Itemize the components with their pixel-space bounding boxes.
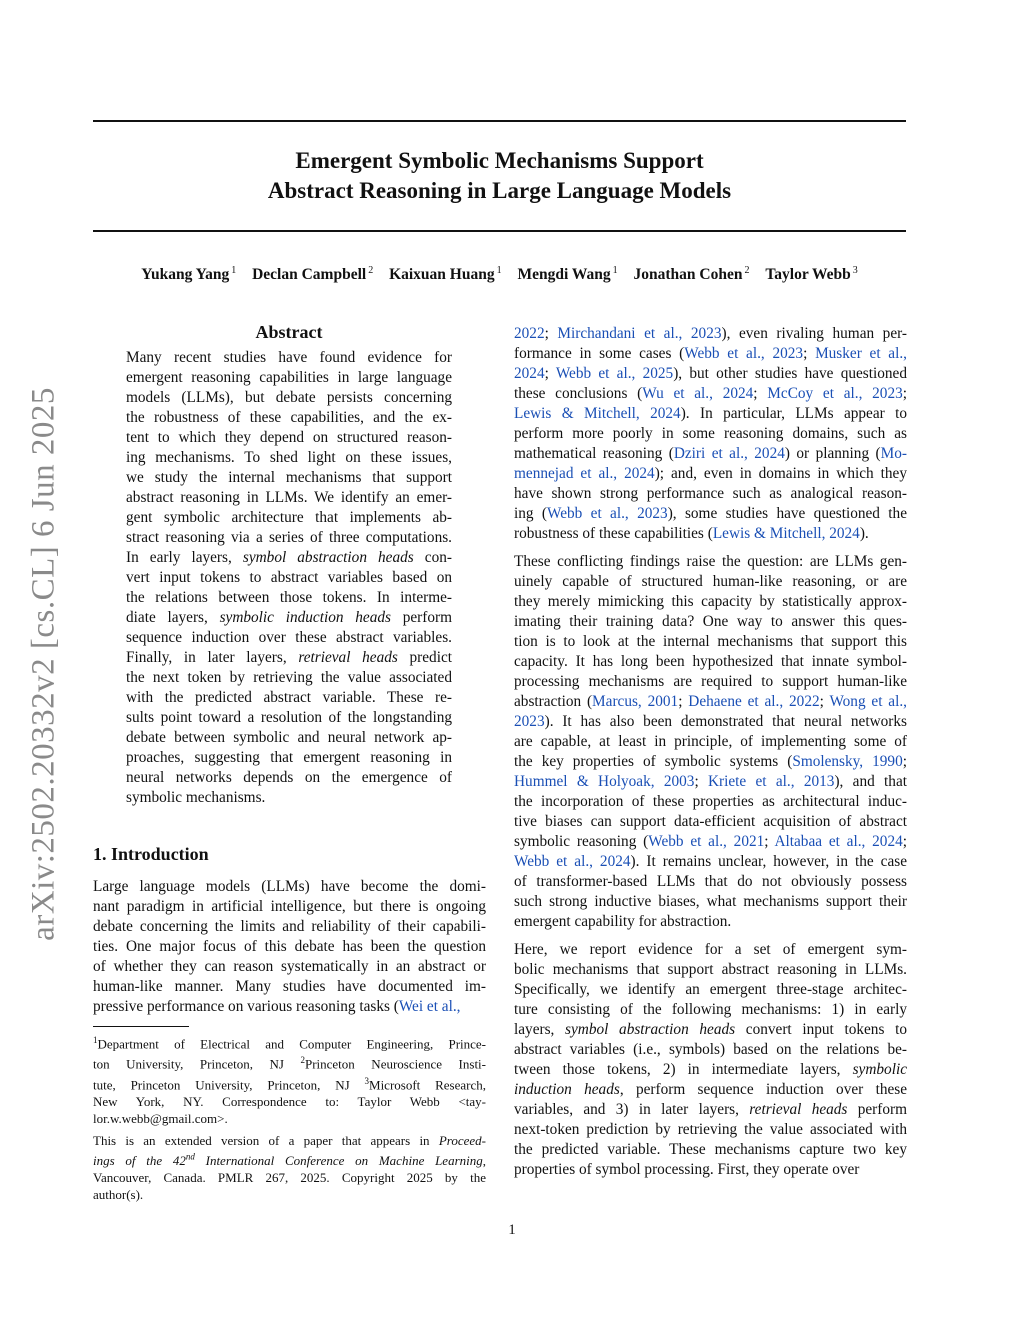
text-line: emergent capability for abstraction. [514, 913, 732, 930]
text-line: human-like manner. Many studies have documented im- [93, 978, 486, 995]
text-line: the predicted variable. These mechanisms capture two key [514, 1141, 907, 1158]
text-line: stract reasoning via a series of three computations. [126, 529, 452, 546]
title-line-1: Emergent Symbolic Mechanisms Support [295, 148, 704, 173]
text-line: ture consisting of the following mechanisms: 1) in early [514, 1001, 907, 1018]
page-number: 1 [508, 1222, 516, 1238]
text-line: the key properties of symbolic systems (Smolensky, 1990; [514, 753, 907, 770]
text-line: processing mechanisms are required to support human-like [514, 673, 907, 690]
introduction-heading: 1. Introduction [93, 844, 209, 864]
text-line: gent symbolic architecture that implements ab- [126, 509, 452, 526]
text-line: are capable, at least in principle, of implementing some of [514, 733, 907, 750]
text-line: robustness of these capabilities (Lewis & Mitchell, 2024). [514, 525, 869, 542]
text-line: bolic mechanisms that support abstract reasoning in LLMs. [514, 961, 907, 978]
text-line: of transformer-based LLMs that do not obviously possess [514, 873, 907, 890]
title-line-2: Abstract Reasoning in Large Language Models [267, 178, 732, 203]
text-line: such strong inductive biases, what mechanisms support their [514, 893, 907, 910]
text-line: tion is to look at the internal mechanisms that support this [514, 633, 907, 650]
text-line: abstraction (Marcus, 2001; Dehaene et al., 2022; Wong et al., [514, 693, 907, 710]
text-line: Large language models (LLMs) have become the domi- [93, 878, 486, 895]
author: Taylor Webb $^3$ [765, 265, 858, 284]
abstract-section [126, 322, 452, 808]
text-line: diate layers, symbolic induction heads perform [126, 609, 452, 626]
abstract-heading: Abstract [255, 322, 323, 342]
text-line: New York, NY. Correspondence to: Taylor Webb <tay- [93, 1093, 486, 1109]
text-line: abstract reasoning in LLMs. We identify an emer- [126, 489, 452, 506]
author: Yukang Yang $^1$ [141, 265, 237, 284]
title-bottom-rule [93, 230, 906, 232]
text-line: Hummel & Holyoak, 2003; Kriete et al., 2013), and that [514, 773, 907, 790]
right-column-text [514, 324, 907, 1180]
text-line: the relations between those tokens. In interme- [126, 589, 452, 606]
text-line: These conflicting findings raise the question: are LLMs gen- [514, 553, 907, 570]
arxiv-identifier-stamp: arXiv:2502.20332v2 [cs.CL] 6 Jun 2025 [25, 387, 62, 941]
text-line: uinely capable of structured human-like reasoning, or are [514, 573, 907, 590]
text-line: nant paradigm in artificial intelligence, but there is ongoing [93, 898, 486, 915]
text-line: ton University, Princeton, NJ $^2$Princeton Neuroscience Insti- [93, 1055, 486, 1072]
text-line: next-token prediction by retrieving the value associated with [514, 1121, 907, 1138]
text-line: debate concerning the limits and reliability of their capabili- [93, 918, 486, 935]
text-line: In early layers, symbol abstraction heads con- [126, 549, 452, 566]
text-line: the incorporation of these properties as architectural induc- [514, 793, 907, 810]
paper-title [93, 146, 906, 206]
text-line: tween those tokens, 2) in intermediate layers, symbolic [514, 1061, 907, 1078]
author: Mengdi Wang $^1$ [517, 265, 618, 284]
text-line: the robustness of these capabilities, and the ex- [126, 409, 452, 426]
author: Declan Campbell $^2$ [252, 265, 374, 284]
text-line: Specifically, we identify an emergent three-stage architec- [514, 981, 907, 998]
text-line: author(s). [93, 1187, 144, 1203]
text-line: Finally, in later layers, retrieval heads predict [126, 649, 452, 666]
text-line: Webb et al., 2024). It remains unclear, however, in the case [514, 853, 907, 870]
text-line: mathematical reasoning (Dziri et al., 2024) or planning (Mo- [514, 445, 907, 462]
text-line: abstract variables (i.e., symbols) based on the relations be- [514, 1041, 907, 1058]
text-line: 2023). It has also been demonstrated that neural networks [514, 713, 907, 730]
text-line: debate between symbolic and neural network ap- [126, 729, 452, 746]
text-line: proaches, suggesting that emergent reasoning in [126, 749, 452, 766]
text-line: $^1$Department of Electrical and Computer Engineering, Prince- [93, 1035, 486, 1052]
text-line: the next token by retrieving the value associated [126, 669, 452, 686]
introduction-section [93, 844, 486, 1017]
text-line: This is an extended version of a paper that appears in Proceed- [93, 1133, 486, 1148]
text-line: emergent reasoning capabilities in large language [126, 369, 452, 386]
text-line: of whether they can reason systematically in an abstract or [93, 958, 486, 975]
text-line: sequence induction over these abstract variables. [126, 629, 452, 646]
title-top-rule [93, 120, 906, 122]
abstract-body [126, 348, 452, 808]
text-line: Many recent studies have found evidence for [126, 349, 452, 366]
author-list [93, 265, 906, 284]
text-line: with the predicted abstract variable. These re- [126, 689, 452, 706]
text-line: capacity. It has long been hypothesized that innate symbol- [514, 653, 907, 670]
text-line: induction heads, perform sequence induction over these [514, 1081, 907, 1098]
text-line: tive biases can support data-efficient acquisition of abstract [514, 813, 907, 830]
text-line: lor.w.webb@gmail.com>. [93, 1110, 228, 1126]
text-line: properties of symbol processing. First, they operate over [514, 1161, 860, 1178]
text-line: variables, and 3) in later layers, retrieval heads perform [514, 1101, 907, 1118]
footnote-separator [93, 1026, 189, 1027]
text-line: they merely mimicking this capacity by statistically approx- [514, 593, 907, 610]
text-line: ing (Webb et al., 2023), some studies have questioned the [514, 505, 907, 522]
author: Jonathan Cohen $^2$ [633, 265, 750, 284]
text-line: sults point toward a resolution of the longstanding [126, 709, 452, 726]
extended-version-note [93, 1132, 486, 1203]
text-line: Vancouver, Canada. PMLR 267, 2025. Copyright 2025 by the [93, 1170, 486, 1186]
text-line: ties. One major focus of this debate has been the question [93, 938, 486, 955]
text-line: perform more poorly in some reasoning domains, such as [514, 425, 907, 442]
text-line: ings of the 42nd International Conference on Machine Learning, [93, 1152, 486, 1169]
paragraph [514, 552, 907, 932]
paragraph [514, 940, 907, 1180]
introduction-body [93, 877, 486, 1017]
paragraph [514, 324, 907, 544]
text-line: have shown strong performance such as analogical reason- [514, 485, 907, 502]
text-line: Here, we report evidence for a set of emergent sym- [514, 941, 907, 958]
text-line: we study the internal mechanisms that support [126, 469, 452, 486]
text-line: vert input tokens to abstract variables based on [126, 569, 452, 586]
text-line: ing mechanisms. To shed light on these issues, [126, 449, 452, 466]
text-line: 2022; Mirchandani et al., 2023), even rivaling human per- [514, 325, 907, 342]
text-line: formance in some cases (Webb et al., 2023; Musker et al., [514, 345, 907, 362]
text-line: tent to which they depend on structured reason- [126, 429, 452, 446]
text-line: symbolic mechanisms. [126, 789, 266, 806]
text-line: layers, symbol abstraction heads convert input tokens to [514, 1021, 907, 1038]
text-line: 2024; Webb et al., 2025), but other studies have questioned [514, 365, 907, 382]
text-line: neural networks depends on the emergence of [126, 769, 452, 786]
author: Kaixuan Huang $^1$ [389, 265, 502, 284]
text-line: mennejad et al., 2024); and, even in domains in which they [514, 465, 907, 482]
text-line: imating their training data? One way to answer this ques- [514, 613, 907, 630]
affiliation-footnote [93, 1032, 486, 1127]
text-line: models (LLMs), but debate persists concerning [126, 389, 452, 406]
text-line: tute, Princeton University, Princeton, NJ $^3$Microsoft Research, [93, 1075, 487, 1092]
text-line: these conclusions (Wu et al., 2024; McCoy et al., 2023; [514, 385, 907, 402]
text-line: Lewis & Mitchell, 2024). In particular, LLMs appear to [514, 405, 907, 422]
text-line: symbolic reasoning (Webb et al., 2021; Altabaa et al., 2024; [514, 833, 907, 850]
text-line: pressive performance on various reasoning tasks (Wei et al., [93, 998, 461, 1015]
